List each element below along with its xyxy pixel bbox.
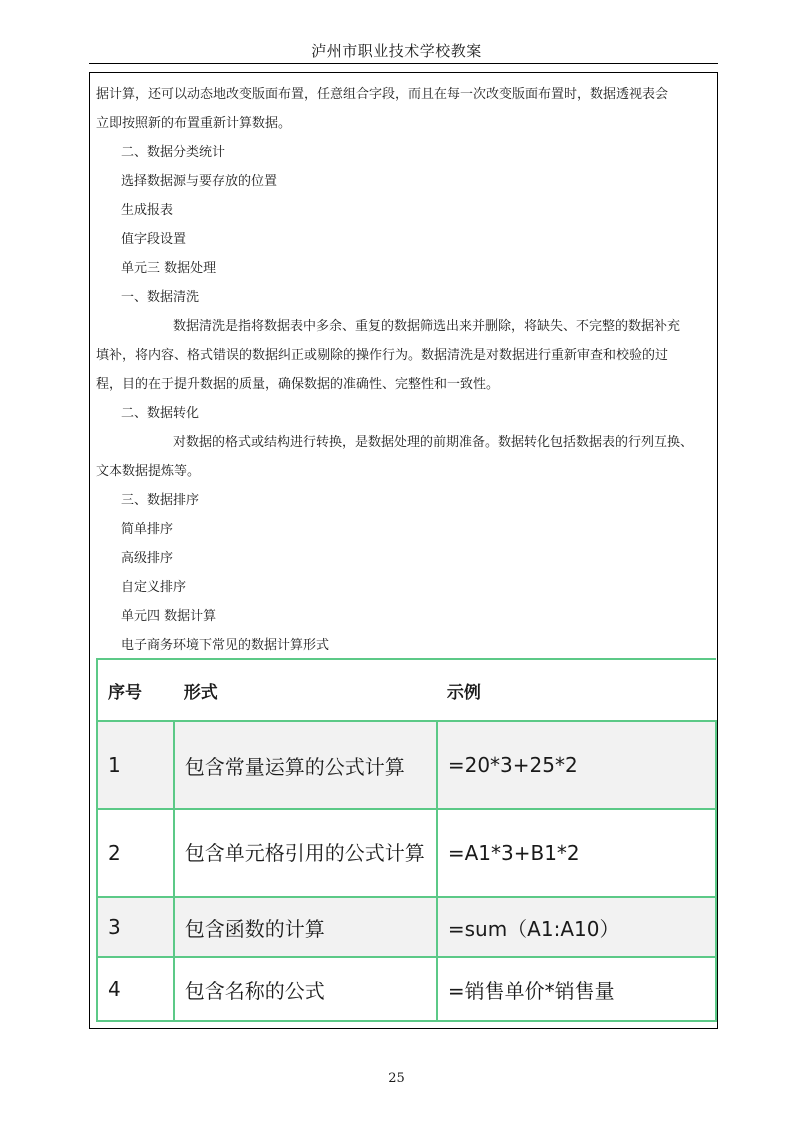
cell-no: 1 [97, 721, 174, 809]
cell-example: =sum（A1:A10） [437, 897, 716, 957]
unit-heading: 单元三 数据处理 [121, 261, 217, 276]
data-table [96, 658, 717, 1022]
cell-no: 4 [97, 957, 174, 1021]
section-heading: 三、数据排序 [121, 493, 200, 508]
paragraph-line: 填补，将内容、格式错误的数据纠正或剔除的操作行为。数据清洗是对数据进行重新审查和校验的过 [96, 348, 669, 363]
cell-form: 包含名称的公式 [174, 957, 437, 1021]
table-row [97, 721, 716, 809]
cell-no: 3 [97, 897, 174, 957]
calculation-forms-table [96, 658, 717, 1022]
page-number: 25 [388, 1071, 405, 1086]
section-heading: 二、数据分类统计 [121, 145, 226, 160]
cell-form: 包含常量运算的公式计算 [174, 721, 437, 809]
cell-form: 包含函数的计算 [174, 897, 437, 957]
table-row [97, 809, 716, 897]
cell-form: 包含单元格引用的公式计算 [174, 809, 437, 897]
cell-example: =A1*3+B1*2 [437, 809, 716, 897]
text-line: 自定义排序 [121, 580, 187, 595]
cell-example: =20*3+25*2 [437, 721, 716, 809]
text-line: 电子商务环境下常见的数据计算形式 [121, 638, 330, 653]
lesson-content [96, 80, 714, 660]
paragraph-line: 程，目的在于提升数据的质量，确保数据的准确性、完整性和一致性。 [96, 377, 500, 392]
table-header-row [97, 659, 716, 721]
paragraph-line: 数据清洗是指将数据表中多余、重复的数据筛选出来并删除，将缺失、不完整的数据补充 [173, 319, 681, 334]
section-heading: 二、数据转化 [121, 406, 200, 421]
cell-example: =销售单价*销售量 [437, 957, 716, 1021]
text-line: 据计算，还可以动态地改变版面布置，任意组合字段，而且在每一次改变版面布置时，数据透视表会 [96, 87, 669, 102]
header-cell-form: 形式 [174, 659, 437, 721]
table-row [97, 897, 716, 957]
text-line: 选择数据源与要存放的位置 [121, 174, 278, 189]
section-heading: 一、数据清洗 [121, 290, 200, 305]
text-line: 简单排序 [121, 522, 174, 537]
text-line: 立即按照新的布置重新计算数据。 [96, 116, 292, 131]
text-line: 高级排序 [121, 551, 174, 566]
paragraph-line: 文本数据提炼等。 [96, 464, 201, 479]
header-cell-no: 序号 [97, 659, 174, 721]
cell-no: 2 [97, 809, 174, 897]
text-line: 生成报表 [121, 203, 174, 218]
header-rule [89, 63, 718, 64]
paragraph-line: 对数据的格式或结构进行转换，是数据处理的前期准备。数据转化包括数据表的行列互换、 [173, 435, 694, 450]
text-line: 值字段设置 [121, 232, 187, 247]
page-header-title: 泸州市职业技术学校教案 [311, 42, 482, 60]
unit-heading: 单元四 数据计算 [121, 609, 217, 624]
table-row [97, 957, 716, 1021]
header-cell-example: 示例 [437, 659, 716, 721]
